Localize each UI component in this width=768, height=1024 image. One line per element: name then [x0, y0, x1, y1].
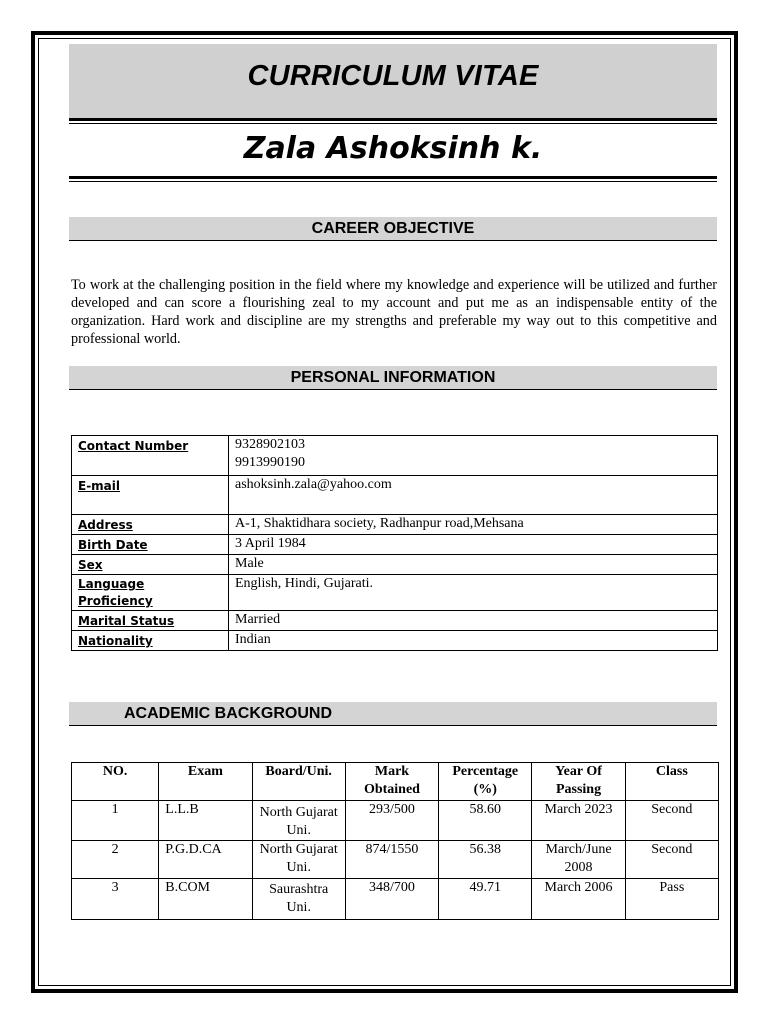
title-divider-thin: [69, 123, 717, 124]
sex-value: Male: [229, 555, 718, 575]
career-objective-heading: CAREER OBJECTIVE: [311, 220, 475, 237]
name-divider-thin: [69, 181, 717, 182]
cell-exam: P.G.D.CA: [159, 841, 252, 879]
table-row: [72, 841, 719, 879]
cell-marks: 874/1550: [345, 841, 438, 879]
address-value: A-1, Shaktidhara society, Radhanpur road,Mehsana: [229, 515, 718, 535]
column-header-board: Board/Uni.: [252, 763, 345, 801]
cell-class: Pass: [625, 879, 718, 920]
email-value: ashoksinh.zala@yahoo.com: [229, 476, 718, 515]
column-header-exam: Exam: [159, 763, 252, 801]
marital-status-value: Married: [229, 611, 718, 631]
table-row: [72, 575, 718, 611]
personal-information-heading: PERSONAL INFORMATION: [290, 369, 496, 386]
address-label: Address: [72, 515, 229, 535]
cell-board: North Gujarat Uni.: [252, 841, 345, 879]
cell-class: Second: [625, 801, 718, 841]
column-header-marks: Mark Obtained: [345, 763, 438, 801]
nationality-value: Indian: [229, 631, 718, 651]
table-row: [72, 801, 719, 841]
cell-percentage: 56.38: [439, 841, 532, 879]
column-header-no: NO.: [72, 763, 159, 801]
academic-background-table: [71, 762, 719, 920]
phone-2: 9913990190: [235, 455, 305, 470]
cell-year: March/June 2008: [532, 841, 625, 879]
name-divider: [69, 176, 717, 179]
language-proficiency-value: English, Hindi, Gujarati.: [229, 575, 718, 611]
cell-no: 1: [72, 801, 159, 841]
cell-percentage: 49.71: [439, 879, 532, 920]
candidate-name: Zala Ashoksinh k.: [243, 131, 543, 166]
cell-board: Saurashtra Uni.: [252, 879, 345, 920]
table-row: [72, 436, 718, 476]
contact-number-label: Contact Number: [72, 436, 229, 476]
cell-marks: 348/700: [345, 879, 438, 920]
document-title: CURRICULUM VITAE: [247, 60, 539, 92]
language-proficiency-label: Language Proficiency: [72, 575, 229, 611]
table-row: [72, 476, 718, 515]
nationality-label: Nationality: [72, 631, 229, 651]
cell-board: North Gujarat Uni.: [252, 801, 345, 841]
marital-status-label: Marital Status: [72, 611, 229, 631]
table-row: [72, 631, 718, 651]
table-row: [72, 535, 718, 555]
cell-year: March 2006: [532, 879, 625, 920]
table-row: [72, 879, 719, 920]
academic-background-heading: ACADEMIC BACKGROUND: [124, 705, 332, 722]
birth-date-label: Birth Date: [72, 535, 229, 555]
cell-marks: 293/500: [345, 801, 438, 841]
email-label: E-mail: [72, 476, 229, 515]
birth-date-value: 3 April 1984: [229, 535, 718, 555]
column-header-class: Class: [625, 763, 718, 801]
cell-exam: L.L.B: [159, 801, 252, 841]
personal-information-table: [71, 435, 718, 651]
contact-number-value: [229, 436, 718, 476]
title-divider: [69, 118, 717, 121]
cell-percentage: 58.60: [439, 801, 532, 841]
sex-label: Sex: [72, 555, 229, 575]
cell-year: March 2023: [532, 801, 625, 841]
career-objective-text: To work at the challenging position in the field where my knowledge and experience will be utilized and further developed and can score a flourishing zeal to my account and put me as an indispensable entity of the organization. Hard work and discipline are my strengths and preferable my way out to this competitive and professional world.: [71, 277, 717, 347]
column-header-percentage: Percentage (%): [439, 763, 532, 801]
column-header-year: Year Of Passing: [532, 763, 625, 801]
cell-no: 2: [72, 841, 159, 879]
phone-1: 9328902103: [235, 437, 305, 452]
cell-exam: B.COM: [159, 879, 252, 920]
cell-no: 3: [72, 879, 159, 920]
table-row: [72, 515, 718, 535]
table-row: [72, 555, 718, 575]
table-row: [72, 611, 718, 631]
cell-class: Second: [625, 841, 718, 879]
table-header-row: [72, 763, 719, 801]
